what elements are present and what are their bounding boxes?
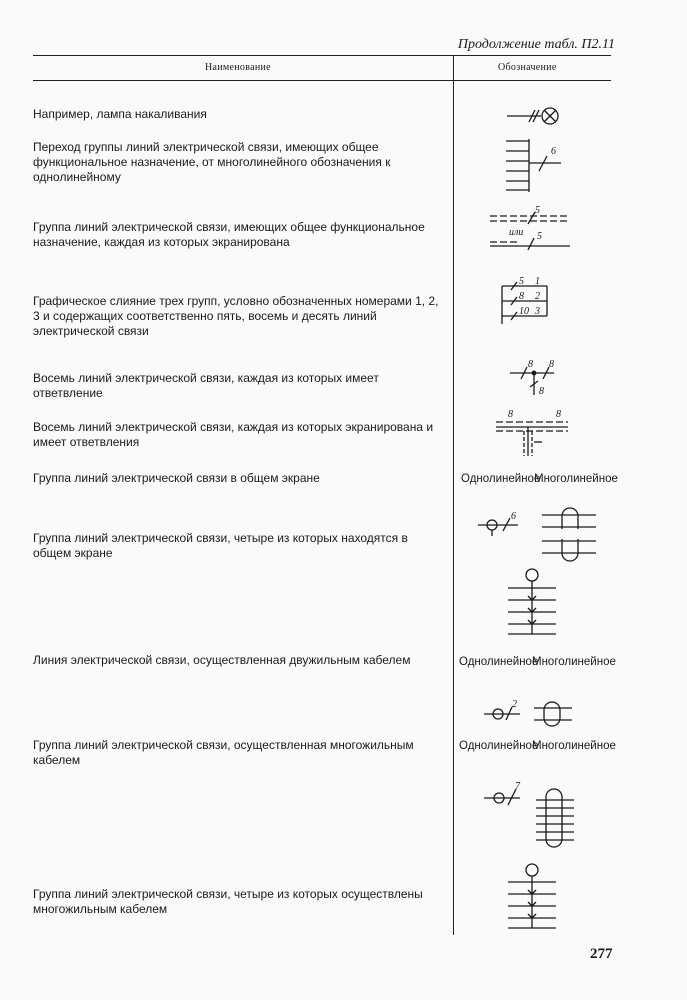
symbol-label: 8 [519,291,524,302]
symbol-label: 8 [508,409,513,420]
symbol-label: 8 [539,386,544,397]
variant-label-multi: Многолинейное [532,740,616,752]
shielded-group-symbol [487,204,577,256]
row-text: Группа линий электрической связи, четыре из которых находятся в общем экране [33,531,408,560]
cable-branch-symbol [506,862,562,936]
page-number: 277 [590,946,613,962]
symbol-label: 8 [556,409,561,420]
symbol-label: 8 [528,359,533,370]
group-merge-symbol [495,272,555,327]
column-divider [453,55,454,935]
symbol-label: 10 [519,306,529,317]
header-name: Наименование [205,62,271,73]
symbol-label: 6 [551,146,556,157]
row-text: Восемь линий электрической связи, каждая из которых экранирована и имеет ответвления [33,420,434,449]
row-text: Группа линий электрической связи, осуществленная многожильным кабелем [33,738,414,767]
variant-label-single: Однолинейное [459,656,539,668]
row-text: Линия электрической связи, осуществленная двужильным кабелем [33,653,411,667]
lamp-symbol [505,102,565,132]
symbol-label: 3 [535,306,540,317]
multiline-to-single-symbol [503,135,573,195]
symbol-label: 5 [519,276,524,287]
row-text: Графическое слияние трех групп, условно обозначенных номерами 1, 2, 3 и содержащих соответственно пять, восемь и десять линий электрической связи [33,294,439,338]
screen-branch-symbol [506,566,562,642]
shielded-branch-symbol [494,406,574,458]
row-text: Восемь линий электрической связи, каждая из которых имеет ответвление [33,371,379,400]
variant-label-multi: Многолинейное [534,473,618,485]
header-bottom-rule [33,80,611,81]
symbol-label: 2 [535,291,540,302]
symbol-label: 6 [511,511,516,522]
header-symbol: Обозначение [498,62,557,73]
symbol-label: 5 [535,205,540,216]
row-text: Группа линий электрической связи, имеющих общее функциональное назначение, каждая из которых экранирована [33,220,425,249]
symbol-label: 7 [515,781,520,792]
variant-label-multi: Многолинейное [532,656,616,668]
row-text: Например, лампа накаливания [33,107,207,121]
branch-symbol [508,358,568,400]
two-core-cable-single-symbol [480,695,530,725]
multicore-cable-multi-symbol [534,786,578,850]
variant-label-single: Однолинейное [461,473,541,485]
symbol-label: 5 [537,231,542,242]
symbol-label: или [509,227,524,238]
two-core-cable-multi-symbol [532,700,576,730]
table-top-rule [33,55,611,56]
row-text: Группа линий электрической связи, четыре из которых осуществлены многожильным кабелем [33,887,423,916]
symbol-label: 1 [535,276,540,287]
multicore-cable-single-symbol [480,779,530,813]
row-text: Группа линий электрической связи в общем экране [33,471,320,485]
symbol-label: 8 [549,359,554,370]
row-text: Переход группы линий электрической связи, имеющих общее функциональное назначение, от многолинейного обозначения к однолинейному [33,140,391,184]
common-screen-multi-symbol [538,505,602,565]
common-screen-single-symbol [470,508,530,538]
table-caption: Продолжение табл. П2.11 [457,37,615,52]
symbol-label: 2 [512,699,517,710]
variant-label-single: Однолинейное [459,740,539,752]
